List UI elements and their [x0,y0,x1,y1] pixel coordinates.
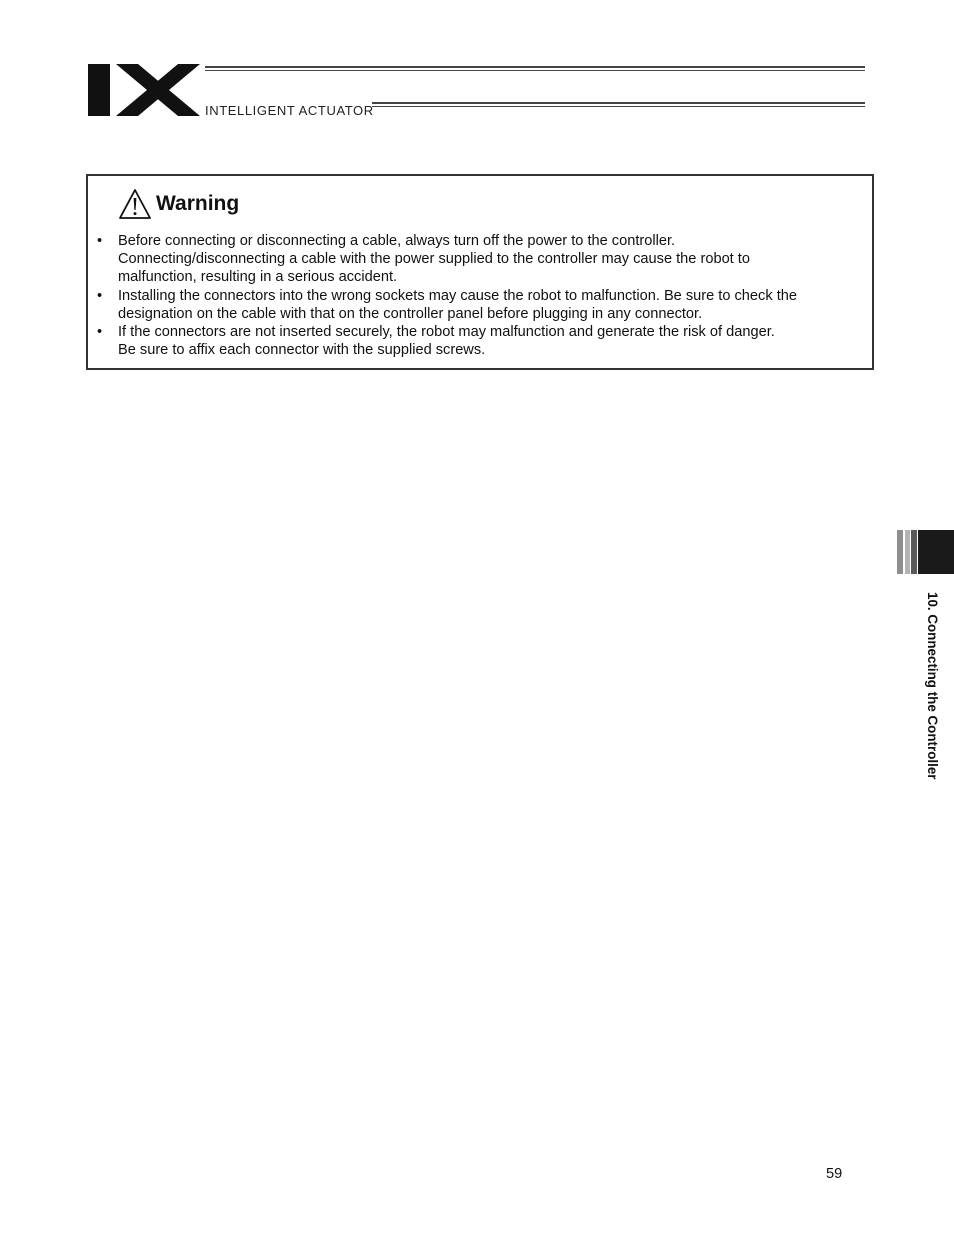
list-item-line: malfunction, resulting in a serious accident. [118,269,398,286]
ix-logo [88,64,200,116]
chapter-tab-block [918,530,954,574]
list-item [88,323,872,359]
warning-list [88,232,872,359]
warning-heading [118,188,239,220]
list-item-line: Connecting/disconnecting a cable with the power supplied to the controller may cause the robot to [118,251,750,268]
header-rule-top [205,66,865,71]
list-item [88,287,872,323]
list-item-line: Installing the connectors into the wrong sockets may cause the robot to malfunction. Be sure to check the [118,287,797,304]
warning-title: Warning [156,192,240,215]
warning-box [86,174,874,370]
list-item [88,232,872,287]
header-rule-bottom [372,102,865,107]
list-item-line: Be sure to affix each connector with the supplied screws. [118,342,486,359]
bullet: • [97,287,103,304]
chapter-tab-stripe [911,530,917,574]
list-item-line: designation on the cable with that on the controller panel before plugging in any connector. [118,305,703,322]
chapter-side-label: 10. Connecting the Controller [925,592,940,780]
chapter-tab-stripe [905,530,910,574]
brand-text: INTELLIGENT ACTUATOR [205,103,374,118]
bullet: • [97,324,103,341]
chapter-tab-stripe [897,530,903,574]
page-number: 59 [826,1166,843,1182]
bullet: • [97,233,103,249]
list-item-line: Before connecting or disconnecting a cable, always turn off the power to the controller. [118,233,676,249]
list-item-line: If the connectors are not inserted securely, the robot may malfunction and generate the risk of danger. [118,324,775,341]
warning-triangle-icon [118,188,152,220]
